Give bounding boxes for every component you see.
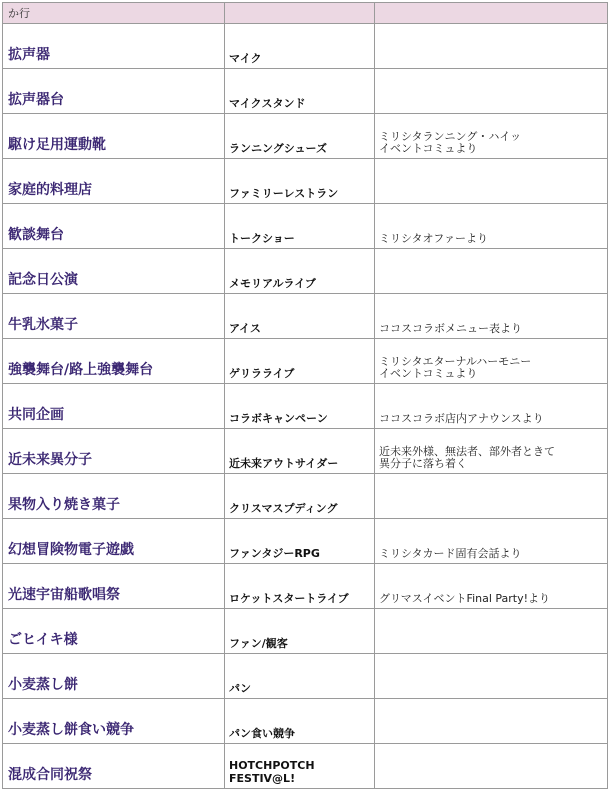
glossary-table — [2, 2, 608, 789]
source-cell[interactable] — [375, 24, 608, 69]
meaning-cell[interactable]: パン食い競争 — [225, 699, 375, 744]
table-row — [3, 429, 608, 474]
term-cell[interactable]: 強襲舞台/路上強襲舞台 — [3, 339, 225, 384]
meaning-cell[interactable]: ファン/観客 — [225, 609, 375, 654]
term-cell[interactable]: 家庭的料理店 — [3, 159, 225, 204]
term-cell[interactable]: 果物入り焼き菓子 — [3, 474, 225, 519]
term-cell[interactable]: 幻想冒険物電子遊戯 — [3, 519, 225, 564]
meaning-cell[interactable]: トークショー — [225, 204, 375, 249]
term-cell[interactable]: 拡声器 — [3, 24, 225, 69]
table-row — [3, 249, 608, 294]
source-cell[interactable] — [375, 699, 608, 744]
term-cell[interactable]: ごヒイキ様 — [3, 609, 225, 654]
meaning-cell[interactable]: ゲリラライブ — [225, 339, 375, 384]
glossary-table-body — [3, 3, 608, 789]
term-cell[interactable]: 駆け足用運動靴 — [3, 114, 225, 159]
meaning-cell[interactable]: ランニングシューズ — [225, 114, 375, 159]
source-cell[interactable] — [375, 654, 608, 699]
meaning-cell[interactable]: マイク — [225, 24, 375, 69]
table-row — [3, 69, 608, 114]
term-cell[interactable]: 混成合同祝祭 — [3, 744, 225, 789]
glossary-sheet — [2, 2, 607, 785]
source-cell[interactable] — [375, 609, 608, 654]
meaning-cell[interactable]: HOTCHPOTCH FESTIV@L! — [225, 744, 375, 789]
source-cell[interactable]: ミリシタランニング・ハイッ イベントコミュより — [375, 114, 608, 159]
section-header-cell[interactable]: か行 — [3, 3, 225, 24]
term-cell[interactable]: 小麦蒸し餅食い競争 — [3, 699, 225, 744]
term-cell[interactable]: 近未来異分子 — [3, 429, 225, 474]
source-cell[interactable]: 近未来外様、無法者、部外者ときて 異分子に落ち着く — [375, 429, 608, 474]
table-row — [3, 114, 608, 159]
table-row — [3, 744, 608, 789]
meaning-cell[interactable]: クリスマスプディング — [225, 474, 375, 519]
section-header-empty-cell[interactable] — [225, 3, 375, 24]
term-cell[interactable]: 記念日公演 — [3, 249, 225, 294]
table-row — [3, 204, 608, 249]
meaning-cell[interactable]: マイクスタンド — [225, 69, 375, 114]
meaning-cell[interactable]: メモリアルライブ — [225, 249, 375, 294]
source-cell[interactable] — [375, 159, 608, 204]
source-cell[interactable]: ミリシタカード固有会話より — [375, 519, 608, 564]
source-cell[interactable]: ミリシタオファーより — [375, 204, 608, 249]
section-header-row — [3, 3, 608, 24]
source-cell[interactable] — [375, 69, 608, 114]
source-cell[interactable] — [375, 744, 608, 789]
meaning-cell[interactable]: ファンタジーRPG — [225, 519, 375, 564]
term-cell[interactable]: 歓談舞台 — [3, 204, 225, 249]
table-row — [3, 294, 608, 339]
term-cell[interactable]: 共同企画 — [3, 384, 225, 429]
meaning-cell[interactable]: アイス — [225, 294, 375, 339]
meaning-cell[interactable]: 近未来アウトサイダー — [225, 429, 375, 474]
source-cell[interactable]: グリマスイベントFinal Party!より — [375, 564, 608, 609]
source-cell[interactable] — [375, 249, 608, 294]
table-row — [3, 609, 608, 654]
table-row — [3, 159, 608, 204]
term-cell[interactable]: 光速宇宙船歌唱祭 — [3, 564, 225, 609]
meaning-cell[interactable]: ロケットスタートライブ — [225, 564, 375, 609]
term-cell[interactable]: 拡声器台 — [3, 69, 225, 114]
table-row — [3, 699, 608, 744]
table-row — [3, 654, 608, 699]
table-row — [3, 24, 608, 69]
source-cell[interactable]: ココスコラボ店内アナウンスより — [375, 384, 608, 429]
table-row — [3, 564, 608, 609]
source-cell[interactable]: ココスコラボメニュー表より — [375, 294, 608, 339]
table-row — [3, 519, 608, 564]
table-row — [3, 339, 608, 384]
term-cell[interactable]: 牛乳氷菓子 — [3, 294, 225, 339]
source-cell[interactable] — [375, 474, 608, 519]
term-cell[interactable]: 小麦蒸し餅 — [3, 654, 225, 699]
source-cell[interactable]: ミリシタエターナルハーモニー イベントコミュより — [375, 339, 608, 384]
meaning-cell[interactable]: ファミリーレストラン — [225, 159, 375, 204]
meaning-cell[interactable]: コラボキャンペーン — [225, 384, 375, 429]
table-row — [3, 474, 608, 519]
table-row — [3, 384, 608, 429]
section-header-empty-cell[interactable] — [375, 3, 608, 24]
meaning-cell[interactable]: パン — [225, 654, 375, 699]
